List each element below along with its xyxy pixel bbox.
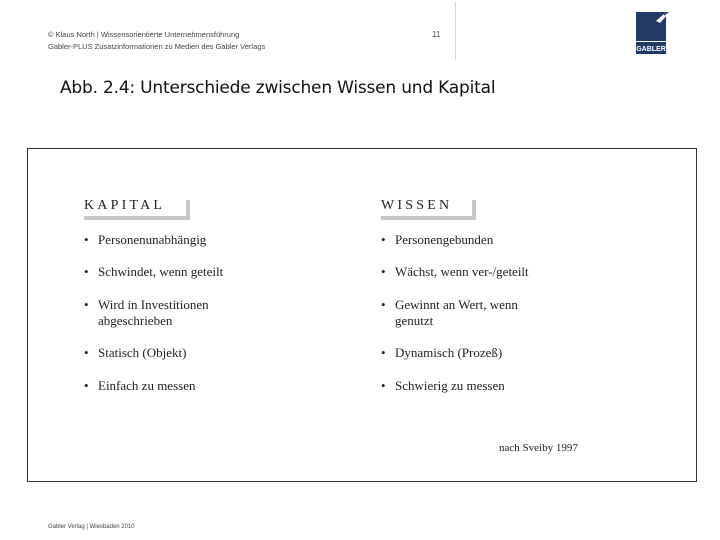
list-item: • Personengebunden xyxy=(381,232,641,264)
wissen-heading-underline xyxy=(381,216,476,220)
slide-title: Abb. 2.4: Unterschiede zwischen Wissen und Kapital xyxy=(60,78,496,98)
list-item: • Schwierig zu messen xyxy=(381,378,641,394)
wissen-list xyxy=(381,232,641,394)
page-number: 11 xyxy=(432,30,441,39)
source-note: nach Sveiby 1997 xyxy=(499,442,578,454)
kapital-heading: KAPITAL xyxy=(84,198,166,213)
footer-text: Gabler Verlag | Wiesbaden 2010 xyxy=(48,524,135,530)
list-item: • Wird in Investitionen abgeschrieben xyxy=(84,297,238,345)
list-item: • Wächst, wenn ver-/geteilt xyxy=(381,264,641,297)
header-subtitle: Gabler-PLUS Zusatzinformationen zu Medien des Gabler Verlags xyxy=(48,42,266,51)
wissen-heading: WISSEN xyxy=(381,198,453,213)
header-copyright: © Klaus North | Wissensorientierte Unternehmensführung xyxy=(48,30,240,39)
list-item: • Personenunabhängig xyxy=(84,232,314,264)
list-item: • Dynamisch (Prozeß) xyxy=(381,345,641,378)
kapital-heading-underline xyxy=(84,216,190,220)
header-divider xyxy=(455,2,456,60)
list-item: • Gewinnt an Wert, wenn genutzt xyxy=(381,297,555,345)
gabler-logo-icon xyxy=(634,12,670,54)
logo-text: GABLER xyxy=(636,46,666,53)
list-item: • Einfach zu messen xyxy=(84,378,314,394)
kapital-list xyxy=(84,232,314,394)
list-item: • Statisch (Objekt) xyxy=(84,345,314,378)
gabler-logo xyxy=(634,12,670,54)
list-item: • Schwindet, wenn geteilt xyxy=(84,264,314,297)
